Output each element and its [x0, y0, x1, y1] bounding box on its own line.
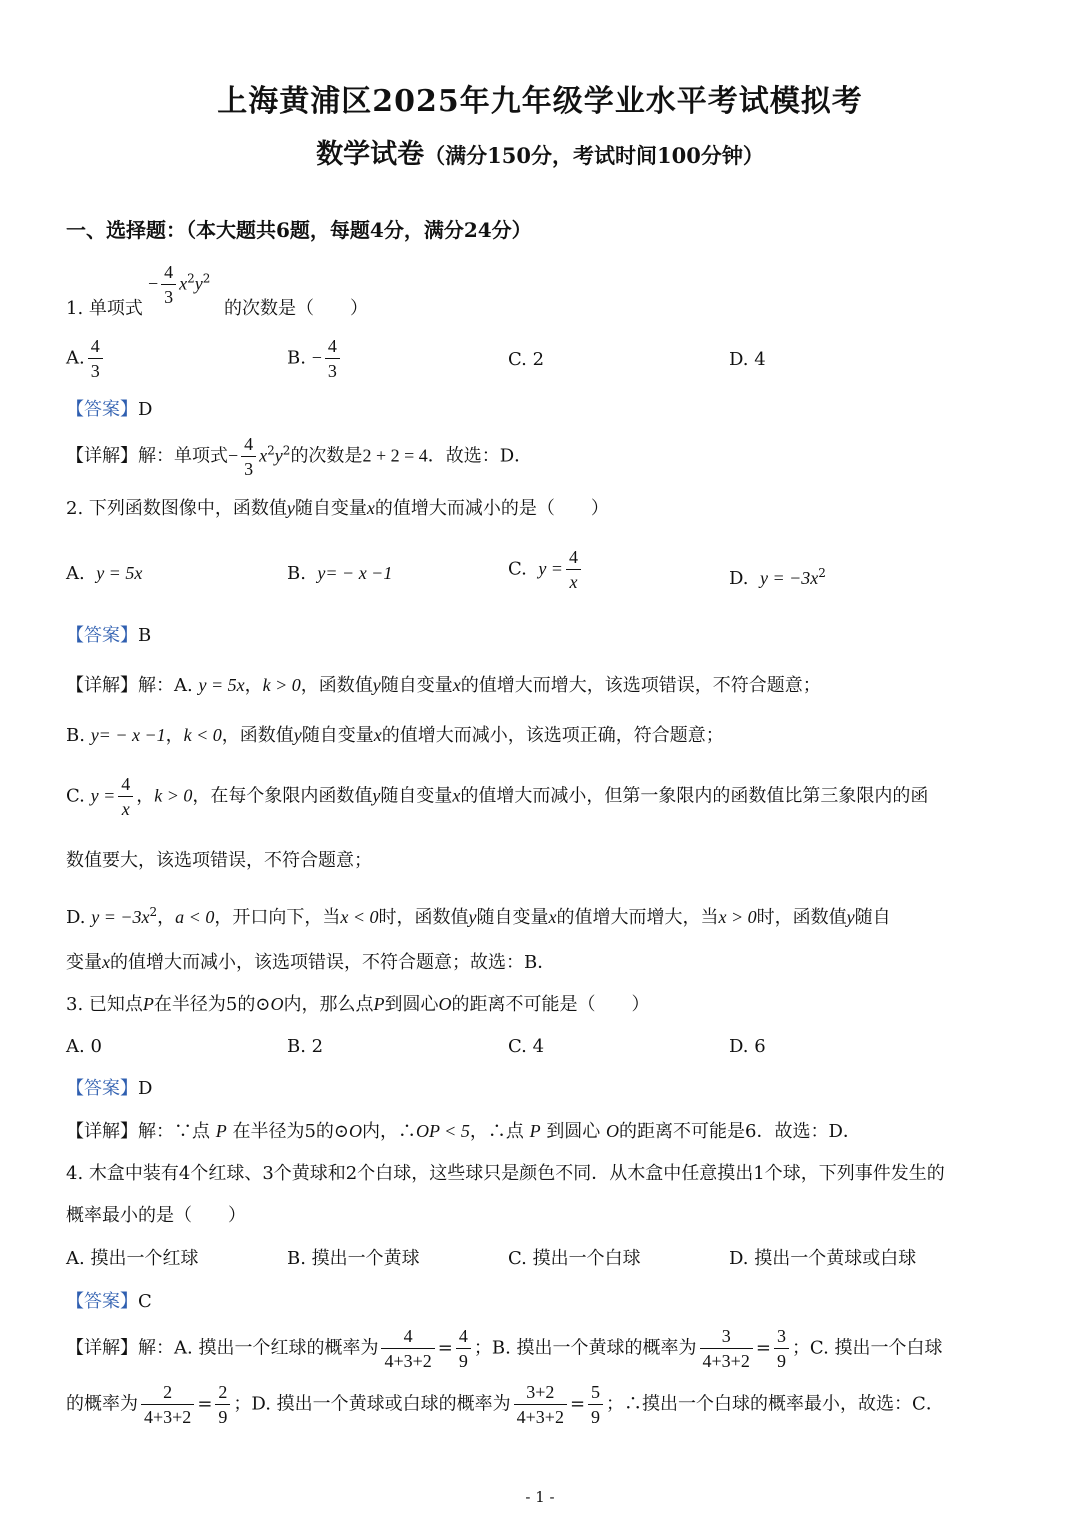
q1-stem-prefix: 1. 单项式 — [66, 298, 143, 319]
q2-option-d: D. $y = -3x^2$ — [729, 566, 826, 589]
q4-detail-line1: 【详解】解：A. 摸出一个红球的概率为 $\frac{4}{4+3+2}$ = $\frac{4}{9}$ ；B. 摸出一个黄球的概率为 $\frac{3}{4+3+2}$ = $\frac{3}{9}$ ；C. 摸出一个白球 — [66, 1326, 943, 1371]
q3-option-d: D. 6 — [729, 1036, 766, 1057]
q2-answer: 【答案】B — [66, 625, 152, 646]
q2-option-c: C. y = $\frac{4}{x}$ — [508, 545, 584, 594]
q2-detail-line3: C. y = $\frac{4}{x}$ ，k > 0，在每个象限内函数值y随自变量x的值增大而减小，但第一象限内的函数值比第三象限内的函 — [66, 774, 929, 819]
q1-monomial: − $\frac{4}{3}$ $x^2y^2$ — [148, 262, 211, 307]
q3-stem: 3. 已知点P在半径为5的⊙O内，那么点P到圆心O的距离不可能是（ ） — [66, 994, 650, 1015]
page-number: - 1 - — [525, 1488, 555, 1506]
q4-option-a: A. 摸出一个红球 — [66, 1248, 199, 1269]
section-heading: 一、选择题：（本大题共6题，每题4分，满分24分） — [66, 218, 532, 242]
q4-option-c: C. 摸出一个白球 — [508, 1248, 641, 1269]
q2-option-a: A. y = 5x — [66, 563, 143, 584]
q3-detail: 【详解】解：∵点 P 在半径为5的⊙O内，∴OP < 5，∴点 P 到圆心 O的距离不可能是6．故选：D． — [66, 1121, 861, 1142]
q1-option-d: D. 4 — [729, 349, 766, 370]
subtitle-main: 数学试卷 — [316, 139, 425, 170]
q4-stem-line1: 4. 木盒中装有4个红球、3个黄球和2个白球，这些球只是颜色不同．从木盒中任意摸出1个球，下列事件发生的 — [66, 1163, 945, 1184]
q2-stem: 2. 下列函数图像中，函数值y随自变量x的值增大而减小的是（ ） — [66, 498, 609, 519]
q1-answer: 【答案】D — [66, 399, 153, 420]
q3-option-c: C. 4 — [508, 1036, 545, 1057]
q4-stem-line2: 概率最小的是（ ） — [66, 1205, 246, 1226]
q2-detail-line1: 【详解】解：A. y = 5x，k > 0，函数值y随自变量x的值增大而增大，该选项错误，不符合题意； — [66, 675, 821, 696]
q1-option-c: C. 2 — [508, 349, 545, 370]
q2-detail-line4: 数值要大，该选项错误，不符合题意； — [66, 850, 372, 871]
q2-detail-line6: 变量x的值增大而减小，该选项错误，不符合题意；故选：B． — [66, 952, 556, 973]
q3-option-b: B. 2 — [287, 1036, 324, 1057]
q4-answer: 【答案】C — [66, 1291, 152, 1312]
q3-option-a: A. 0 — [66, 1036, 102, 1057]
subtitle-note: （满分150分，考试时间100分钟） — [424, 143, 764, 168]
q2-option-b: B. y= − x −1 — [287, 563, 393, 584]
q3-answer: 【答案】D — [66, 1078, 153, 1099]
q2-detail-line2: B. y= − x −1，k < 0，函数值y随自变量x的值增大而减小，该选项正确，符合题意； — [66, 725, 724, 746]
q4-option-b: B. 摸出一个黄球 — [287, 1248, 420, 1269]
page-title: 上海黄浦区2025年九年级学业水平考试模拟考 — [217, 84, 863, 119]
q1-option-a: A. $\frac{4}{3}$ — [66, 334, 106, 383]
q4-detail-line2: 的概率为 $\frac{2}{4+3+2}$ = $\frac{2}{9}$ ；D. 摸出一个黄球或白球的概率为 $\frac{3+2}{4+3+2}$ = $\frac{5}{9}$ ；∴摸出一个白球的概率最小，故选：C． — [66, 1382, 944, 1427]
q2-detail-line5: D. $y = -3x^2$，a < 0，开口向下，当x < 0时，函数值y随自变量x的值增大而增大，当x > 0时，函数值y随自 — [66, 905, 891, 928]
q1-stem-suffix: 的次数是（ ） — [224, 298, 368, 319]
q4-option-d: D. 摸出一个黄球或白球 — [729, 1248, 917, 1269]
q1-option-b: B. − $\frac{4}{3}$ — [287, 334, 343, 383]
q1-detail: 【详解】解：单项式− $\frac{4}{3}$ $x^2y^2$的次数是2 + 2 = 4．故选：D． — [66, 434, 533, 479]
page-subtitle — [0, 132, 1080, 171]
